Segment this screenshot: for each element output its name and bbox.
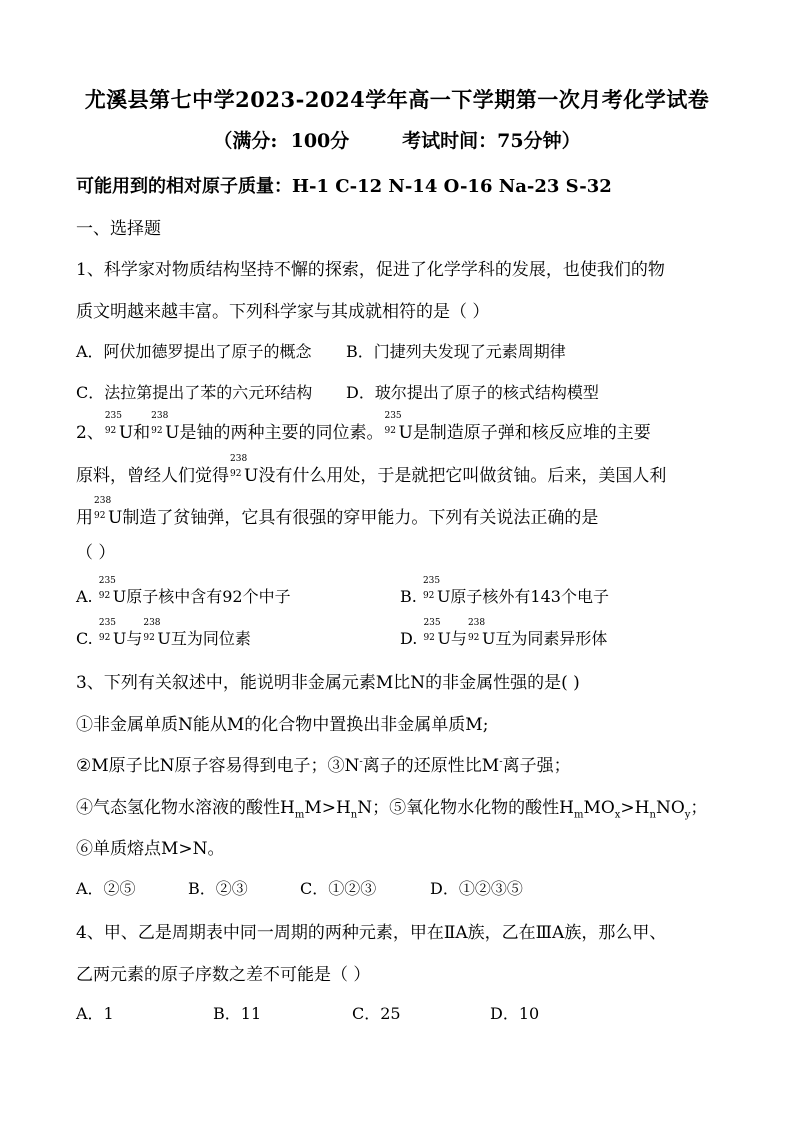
q4-option-a: A．1 — [76, 1004, 114, 1023]
q4-option-c: C．25 — [352, 1004, 401, 1023]
q3-stem: 3、下列有关叙述中，能说明非金属元素M比N的非金属性强的是( ) — [76, 673, 580, 693]
q1-stem-line1: 1、科学家对物质结构坚持不懈的探索，促进了化学学科的发展，也使我们的物 — [76, 260, 665, 280]
q1-option-d: D．玻尔提出了原子的核式结构模型 — [346, 383, 599, 402]
isotope-u238: 238 92 — [151, 411, 169, 436]
q2-option-a: A. 235 92 U原子核中含有92个中子 — [76, 576, 291, 606]
q3-statement-4-5: ④气态氢化物水溶液的酸性$H_mM>H_nN$；⑤氧化物水化物的酸性$H_mMO_x>H_nNO_y$； — [76, 798, 708, 821]
q3-option-b: B．②③ — [188, 879, 248, 898]
exam-title: 尤溪县第七中学2023-2024学年高一下学期第一次月考化学试卷 — [84, 87, 710, 112]
q1-stem-line2: 质文明越来越丰富。下列科学家与其成就相符的是（ ） — [76, 302, 490, 322]
atomic-masses: 可能用到的相对原子质量：H-1 C-12 N-14 O-16 Na-23 S-32 — [76, 176, 612, 197]
q2-option-b: B. 235 92 U原子核外有143个电子 — [400, 576, 609, 606]
q1-option-a: A．阿伏加德罗提出了原子的概念 — [76, 342, 312, 361]
q3-statement-1: ①非金属单质N能从M的化合物中置换出非金属单质M; — [76, 715, 489, 735]
q4-stem-line2: 乙两元素的原子序数之差不可能是（ ） — [76, 965, 371, 985]
section-heading: 一、选择题 — [76, 219, 161, 239]
q2-option-c: C. 235 92 U与 238 92 U互为同位素 — [76, 618, 251, 648]
q3-option-d: D．①②③⑤ — [430, 879, 523, 898]
exam-subtitle: （满分: 100分 考试时间：75分钟） — [213, 130, 581, 152]
q3-statement-6: ⑥单质熔点M>N。 — [76, 839, 225, 859]
isotope-u238: 238 92 — [94, 496, 112, 521]
q3-option-c: C．①②③ — [300, 879, 377, 898]
q2-stem-line1: 2、 235 92 U和 238 92 U是铀的两种主要的同位素。 235 92 U是制造原子弹和核反应堆的主要 — [76, 411, 651, 443]
q2-number: 2、 — [76, 423, 104, 443]
q2-stem-line2: 原料，曾经人们觉得 238 92 U没有什么用处，于是就把它叫做贫铀。后来，美国人利 — [76, 454, 667, 486]
q2-stem-line3: 用 238 92 U制造了贫铀弹，它具有很强的穿甲能力。下列有关说法正确的是 — [76, 496, 599, 528]
isotope-u235: 235 92 — [384, 411, 402, 436]
isotope-u238: 238 92 — [230, 454, 248, 479]
q4-stem-line1: 4、甲、乙是周期表中同一周期的两种元素，甲在ⅡA族，乙在ⅢA族，那么甲、 — [76, 923, 667, 943]
q1-option-c: C．法拉第提出了苯的六元环结构 — [76, 383, 313, 402]
q4-option-b: B．11 — [213, 1004, 262, 1023]
isotope-u235: 235 92 — [104, 411, 123, 436]
q2-option-d: D. 235 92 U与 238 92 U互为同素异形体 — [400, 618, 608, 648]
q3-statement-2-3: ②M原子比N原子容易得到电子；③N-离子的还原性比M-离子强； — [76, 756, 571, 776]
q4-option-d: D．10 — [490, 1004, 540, 1023]
q3-option-a: A．②⑤ — [76, 879, 136, 898]
q2-answer-blank: （ ） — [76, 543, 116, 563]
q1-option-b: B．门捷列夫发现了元素周期律 — [346, 342, 566, 361]
